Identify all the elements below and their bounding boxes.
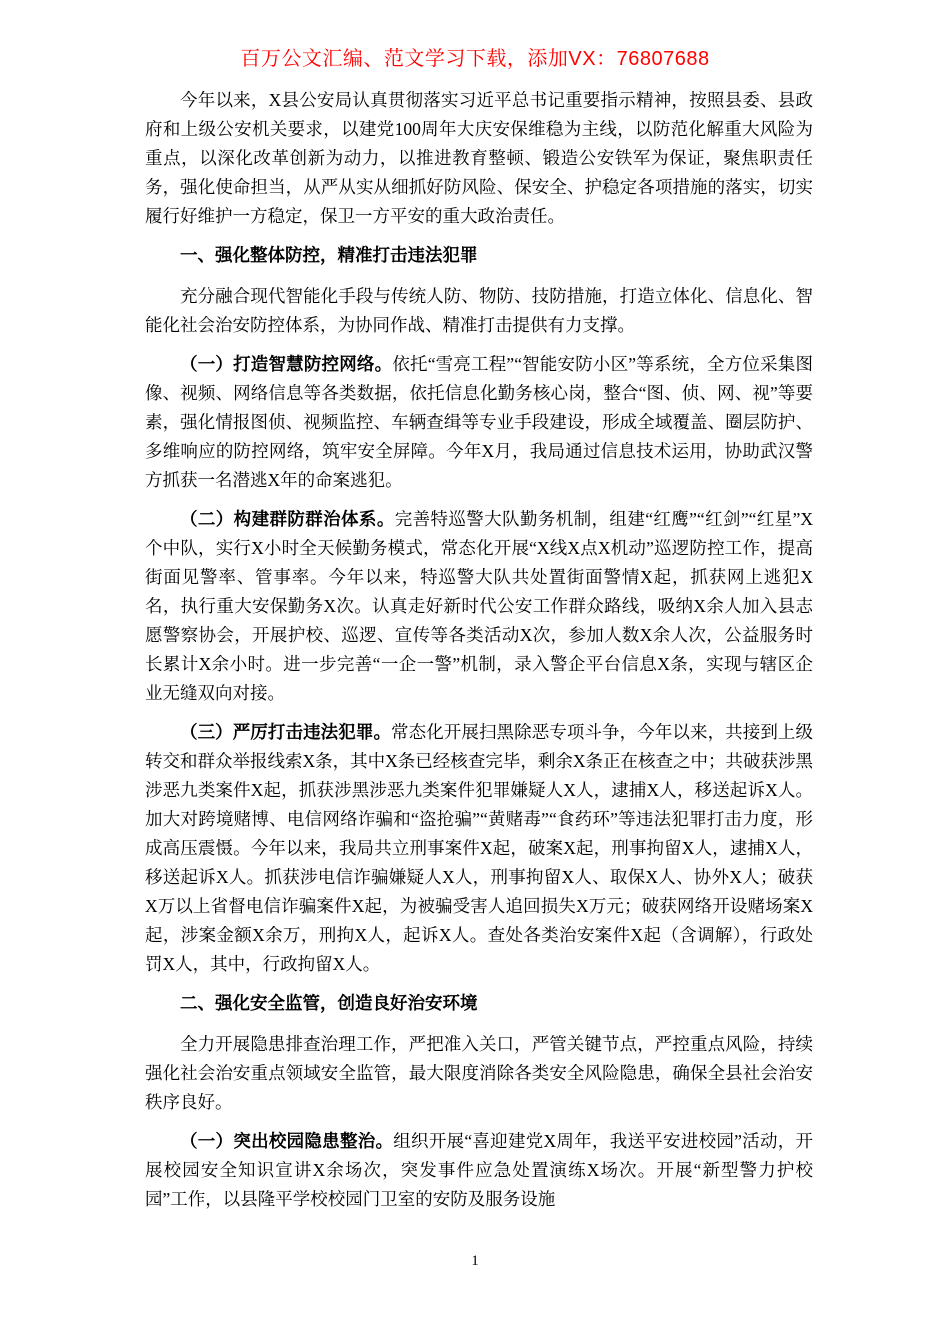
paragraph-lead: （二）构建群防群治体系。 <box>180 509 395 529</box>
paragraph: （一）打造智慧防控网络。依托“雪亮工程”“智能安防小区”等系统，全方位采集图像、视频、网络信息等各类数据，依托信息化勤务核心岗，整合“图、侦、网、视”等要素，强化情报图侦、视频监控、车辆查缉等专业手段建设，形成全域覆盖、圈层防护、多维响应的防控网络，筑牢安全屏障。今年X月，我局通过信息技术运用，协助武汉警方抓获一名潜逃X年的命案逃犯。 <box>145 354 813 490</box>
page-number: 1 <box>471 1253 479 1269</box>
paragraph: 今年以来，X县公安局认真贯彻落实习近平总书记重要指示精神，按照县委、县政府和上级公安机关要求，以建党100周年大庆安保维稳为主线，以防范化解重大风险为重点，以深化改革创新为动力，以推进教育整顿、锻造公安铁军为保证，聚焦职责任务，强化使命担当，从严从实从细抓好防风险、保安全、护稳定各项措施的落实，切实履行好维护一方稳定，保卫一方平安的重大政治责任。 <box>145 90 813 226</box>
paragraph: 全力开展隐患排查治理工作，严把准入关口，严管关键节点，严控重点风险，持续强化社会治安重点领域安全监管，最大限度消除各类安全风险隐患，确保全县社会治安秩序良好。 <box>145 1034 813 1112</box>
paragraph-lead: （一）打造智慧防控网络。 <box>180 354 393 374</box>
paragraph-lead: （三）严厉打击违法犯罪。 <box>180 722 392 742</box>
paragraph: 充分融合现代智能化手段与传统人防、物防、技防措施，打造立体化、信息化、智能化社会治安防控体系，为协同作战、精准打击提供有力支撑。 <box>145 286 813 335</box>
promo-header-text: 百万公文汇编、范文学习下载，添加VX：76807688 <box>240 48 710 70</box>
section-heading: 一、强化整体防控，精准打击违法犯罪 <box>180 245 478 265</box>
document-body <box>145 86 813 1224</box>
paragraph: （三）严厉打击违法犯罪。常态化开展扫黑除恶专项斗争，今年以来，共接到上级转交和群众举报线索X条，其中X条已经核查完毕，剩余X条正在核查之中；共破获涉黑涉恶九类案件X起，抓获涉黑涉恶九类案件犯罪嫌疑人X人，逮捕X人，移送起诉X人。加大对跨境赌博、电信网络诈骗和“盗抢骗”“黄赌毒”“食药环”等违法犯罪打击力度，形成高压震慑。今年以来，我局共立刑事案件X起，破案X起，刑事拘留X人，逮捕X人，移送起诉X人。抓获涉电信诈骗嫌疑人X人，刑事拘留X人、取保X人、协外X人；破获X万以上省督电信诈骗案件X起，为被骗受害人追回损失X万元；破获网络开设赌场案X起，涉案金额X余万，刑拘X人，起诉X人。查处各类治安案件X起（含调解），行政处罚X人，其中，行政拘留X人。 <box>145 722 814 974</box>
paragraph-lead: （一）突出校园隐患整治。 <box>180 1131 394 1151</box>
paragraph: （二）构建群防群治体系。完善特巡警大队勤务机制，组建“红鹰”“红剑”“红星”X个中队，实行X小时全天候勤务模式，常态化开展“X线X点X机动”巡逻防控工作，提高街面见警率、管事率。今年以来，特巡警大队共处置街面警情X起，抓获网上逃犯X名，执行重大安保勤务X次。认真走好新时代公安工作群众路线，吸纳X余人加入县志愿警察协会，开展护校、巡逻、宣传等各类活动X次，参加人数X余人次，公益服务时长累计X余小时。进一步完善“一企一警”机制，录入警企平台信息X条，实现与辖区企业无缝双向对接。 <box>145 509 813 703</box>
section-heading: 二、强化安全监管，创造良好治安环境 <box>180 993 478 1013</box>
paragraph: （一）突出校园隐患整治。组织开展“喜迎建党X周年，我送平安进校园”活动，开展校园安全知识宣讲X余场次，突发事件应急处置演练X场次。开展“新型警力护校园”工作，以县隆平学校校园门卫室的安防及服务设施 <box>145 1131 814 1209</box>
